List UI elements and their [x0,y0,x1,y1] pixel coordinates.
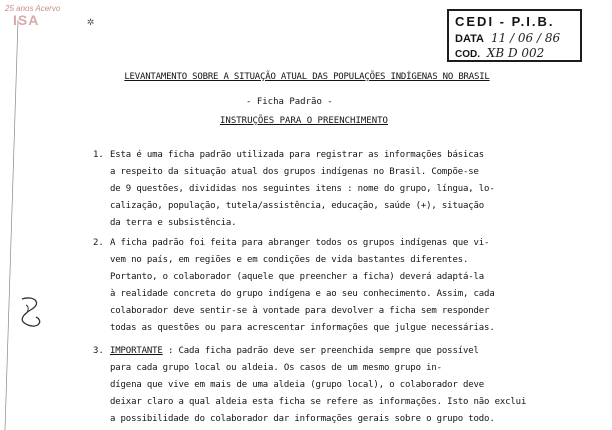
watermark-line1: 25 anos Acervo [5,4,61,13]
stamp-date-row [455,31,560,45]
stamp-code-value: XB D 002 [486,46,545,60]
item-text-line: calização, população, tutela/assistência, educação, saúde (+), situação [110,201,485,211]
item-text-line: a possibilidade do colaborador dar informações gerais sobre o grupo todo. [110,414,495,424]
document-subtitle: - Ficha Padrão - [246,97,333,107]
item-text-line: A ficha padrão foi feita para abranger todos os grupos indígenas que vi- [110,238,490,248]
item-text-line: à realidade concreta do grupo indígena e ao seu conhecimento. Assim, cada [110,289,495,299]
stamp-code-label: COD. [455,49,480,60]
item-text-line: de 9 questões, divididas nos seguintes itens : nome do grupo, língua, lo- [110,184,495,194]
item-number: 2. [93,238,104,248]
watermark-line2: ISA [13,12,40,28]
scan-mark-asterisk-icon: ✲ [87,14,95,28]
item-text-line: todas as questões ou para acrescentar informações que julgue necessárias. [110,323,495,333]
item-text-line: colaborador deve sentir-se à vontade para devolver a ficha sem responder [110,306,490,316]
important-keyword: IMPORTANTE [110,346,163,356]
item-number: 3. [93,346,104,356]
item-text-line: IMPORTANTE : Cada ficha padrão deve ser preenchida sempre que possível [110,346,479,356]
item-text-line: Esta é uma ficha padrão utilizada para registrar as informações básicas [110,150,485,160]
archive-stamp [447,9,582,62]
item-text-line: da terra e subsistência. [110,218,237,228]
scan-edge-line [3,20,21,430]
item-number: 1. [93,150,104,160]
section-title: INSTRUÇÕES PARA O PREENCHIMENTO [220,116,388,126]
item-text-line: Portanto, o colaborador (aquele que preencher a ficha) deverá adaptá-la [110,272,485,282]
stamp-date-value: 11 / 06 / 86 [490,31,561,45]
item-text-line: para cada grupo local ou aldeia. Os casos de um mesmo grupo in- [110,363,442,373]
stamp-header: CEDI - P.I.B. [455,14,555,29]
stamp-code-row [455,46,544,60]
item-text-line: deixar claro a qual aldeia esta ficha se refere as informações. Isto não exclui [110,397,527,407]
stamp-date-label: DATA [455,33,484,45]
item-text-line: vem no país, em regiões e em condições de vida bastantes diferentes. [110,255,469,265]
item-text-line: dígena que vive em mais de uma aldeia (grupo local), o colaborador deve [110,380,485,390]
document-title: LEVANTAMENTO SOBRE A SITUAÇÃO ATUAL DAS POPULAÇÕES INDÍGENAS NO BRASIL [124,72,490,82]
item-text-line: a respeito da situação atual dos grupos indígenas no Brasil. Compõe-se [110,167,479,177]
